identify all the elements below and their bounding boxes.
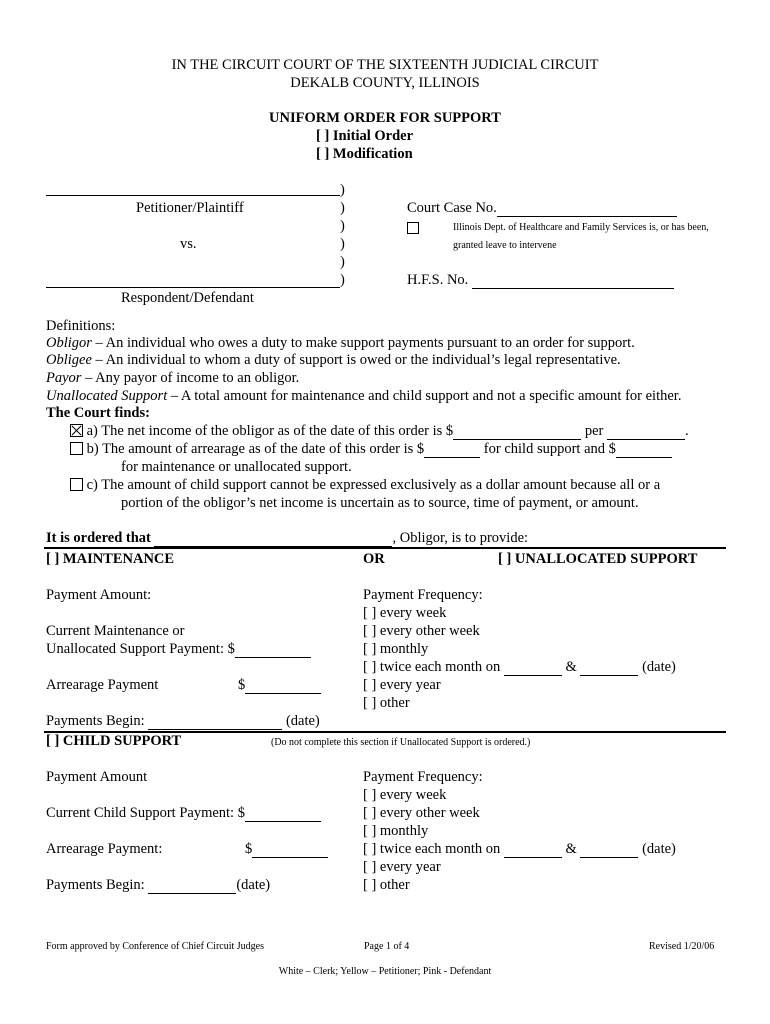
cs-frequency-label: Payment Frequency: xyxy=(363,769,483,785)
maint-twice-date1-field[interactable] xyxy=(504,661,562,676)
finding-c-checkbox[interactable] xyxy=(70,478,83,491)
hfs-intervene-text-2: granted leave to intervene xyxy=(453,240,557,251)
maint-twice-date2-field[interactable] xyxy=(580,661,638,676)
hfs-checkbox-row xyxy=(407,219,419,237)
finding-b: b) The amount of arrearage as of the date of this order is $ for child support and $ xyxy=(70,441,672,458)
caption-paren: ) xyxy=(340,200,345,216)
caption-paren: ) xyxy=(340,218,345,234)
cs-twice-date1-field[interactable] xyxy=(504,843,562,858)
maint-payments-begin: Payments Begin: (date) xyxy=(46,713,320,729)
cs-payment-amount-label: Payment Amount xyxy=(46,769,148,785)
maint-freq-monthly[interactable]: [ ] monthly xyxy=(363,641,429,657)
child-support-arrearage-field[interactable] xyxy=(424,443,480,458)
cs-freq-every-year[interactable]: [ ] every year xyxy=(363,859,441,875)
maint-freq-every-other-week[interactable]: [ ] every other week xyxy=(363,623,480,639)
hfs-intervene-text: Illinois Dept. of Healthcare and Family Services is, or has been, xyxy=(453,222,709,233)
child-support-heading[interactable]: [ ] CHILD SUPPORT xyxy=(46,733,182,749)
court-case-label: Court Case No. xyxy=(407,200,497,216)
cs-freq-monthly[interactable]: [ ] monthly xyxy=(363,823,429,839)
finding-b-checkbox[interactable] xyxy=(70,442,83,455)
definitions-heading: Definitions: xyxy=(46,318,116,334)
vs-label: vs. xyxy=(180,236,197,252)
caption-paren: ) xyxy=(340,236,345,252)
petitioner-name-line[interactable] xyxy=(46,195,340,196)
cs-arrearage-amount: $ xyxy=(245,841,328,858)
caption-paren: ) xyxy=(340,254,345,270)
copy-distribution: White – Clerk; Yellow – Petitioner; Pink - Defendant xyxy=(278,966,492,977)
finding-b-line2: for maintenance or unallocated support. xyxy=(121,459,352,475)
or-label: OR xyxy=(363,551,385,567)
obligor-name-field[interactable] xyxy=(154,532,392,547)
maint-current-payment: Unallocated Support Payment: $ xyxy=(46,641,311,658)
maint-freq-twice-month: [ ] twice each month on & (date) xyxy=(363,659,676,675)
hfs-intervene-checkbox[interactable] xyxy=(407,222,419,234)
definition-unallocated: Unallocated Support – A total amount for maintenance and child support and not a specific amount for either. xyxy=(46,388,682,404)
cs-freq-every-other-week[interactable]: [ ] every other week xyxy=(363,805,480,821)
finding-c-text: c) The amount of child support cannot be expressed exclusively as a dollar amount because all or a xyxy=(86,477,661,493)
maint-current-payment-field[interactable] xyxy=(235,643,311,658)
maint-freq-every-year[interactable]: [ ] every year xyxy=(363,677,441,693)
petitioner-label: Petitioner/Plaintiff xyxy=(136,200,244,216)
cs-arrearage-label: Arrearage Payment: xyxy=(46,841,163,857)
cs-freq-other[interactable]: [ ] other xyxy=(363,877,410,893)
cs-freq-twice-month: [ ] twice each month on & (date) xyxy=(363,841,676,857)
cs-freq-every-week[interactable]: [ ] every week xyxy=(363,787,447,803)
definition-obligee: Obligee – An individual to whom a duty of support is owed or the individual’s legal representative. xyxy=(46,352,621,368)
hfs-number-label: H.F.S. No. xyxy=(407,272,469,288)
cs-current-payment: Current Child Support Payment: $ xyxy=(46,805,321,822)
findings-heading: The Court finds: xyxy=(46,405,150,421)
maint-current-label: Current Maintenance or xyxy=(46,623,185,639)
ordered-line: It is ordered that , Obligor, is to provide: xyxy=(46,530,529,546)
caption-paren: ) xyxy=(340,272,345,288)
maintenance-arrearage-field[interactable] xyxy=(616,443,672,458)
county-name: DEKALB COUNTY, ILLINOIS xyxy=(290,75,480,91)
finding-b-text: b) The amount of arrearage as of the date of this order is $ xyxy=(86,441,425,457)
maint-freq-other[interactable]: [ ] other xyxy=(363,695,410,711)
page-number: Page 1 of 4 xyxy=(364,941,410,952)
maint-arrearage-field[interactable] xyxy=(245,679,321,694)
income-period-field[interactable] xyxy=(607,425,685,440)
child-support-note: (Do not complete this section if Unallocated Support is ordered.) xyxy=(271,737,531,748)
maint-freq-every-week[interactable]: [ ] every week xyxy=(363,605,447,621)
initial-order-option[interactable]: [ ] Initial Order xyxy=(316,128,414,144)
hfs-number xyxy=(407,272,674,289)
maint-payment-amount-label: Payment Amount: xyxy=(46,587,152,603)
finding-c-line2: portion of the obligor’s net income is uncertain as to source, time of payment, or amount. xyxy=(121,495,639,511)
court-case-number xyxy=(407,200,677,217)
maint-frequency-label: Payment Frequency: xyxy=(363,587,483,603)
maint-arrearage-label: Arrearage Payment xyxy=(46,677,159,693)
form-title: UNIFORM ORDER FOR SUPPORT xyxy=(269,110,501,126)
definition-obligor: Obligor – An individual who owes a duty to make support payments pursuant to an order for support. xyxy=(46,335,635,351)
section-divider xyxy=(44,547,726,549)
definition-payor: Payor – Any payor of income to an obligor. xyxy=(46,370,300,386)
form-approved-note: Form approved by Conference of Chief Circuit Judges xyxy=(46,941,265,952)
hfs-number-field[interactable] xyxy=(472,274,674,289)
respondent-name-line[interactable] xyxy=(46,287,340,288)
unallocated-heading[interactable]: [ ] UNALLOCATED SUPPORT xyxy=(498,551,698,567)
maint-begin-date-field[interactable] xyxy=(148,715,282,730)
finding-a-checkbox[interactable] xyxy=(70,424,83,437)
finding-a-per: per xyxy=(584,423,604,439)
finding-c xyxy=(70,477,660,494)
modification-option[interactable]: [ ] Modification xyxy=(316,146,413,162)
cs-begin-date-field[interactable] xyxy=(148,879,236,894)
court-case-field[interactable] xyxy=(497,202,677,217)
court-name: IN THE CIRCUIT COURT OF THE SIXTEENTH JUDICIAL CIRCUIT xyxy=(171,57,599,73)
revision-date: Revised 1/20/06 xyxy=(649,941,715,952)
cs-arrearage-field[interactable] xyxy=(252,843,328,858)
cs-twice-date2-field[interactable] xyxy=(580,843,638,858)
finding-a-text: a) The net income of the obligor as of the date of this order is $ xyxy=(86,423,454,439)
respondent-label: Respondent/Defendant xyxy=(121,290,254,306)
finding-a: a) The net income of the obligor as of the date of this order is $ per . xyxy=(70,423,689,440)
cs-current-payment-field[interactable] xyxy=(245,807,321,822)
caption-paren: ) xyxy=(340,182,345,198)
cs-payments-begin: Payments Begin: (date) xyxy=(46,877,271,893)
net-income-field[interactable] xyxy=(453,425,581,440)
maintenance-heading[interactable]: [ ] MAINTENANCE xyxy=(46,551,175,567)
maint-arrearage-amount: $ xyxy=(238,677,321,694)
